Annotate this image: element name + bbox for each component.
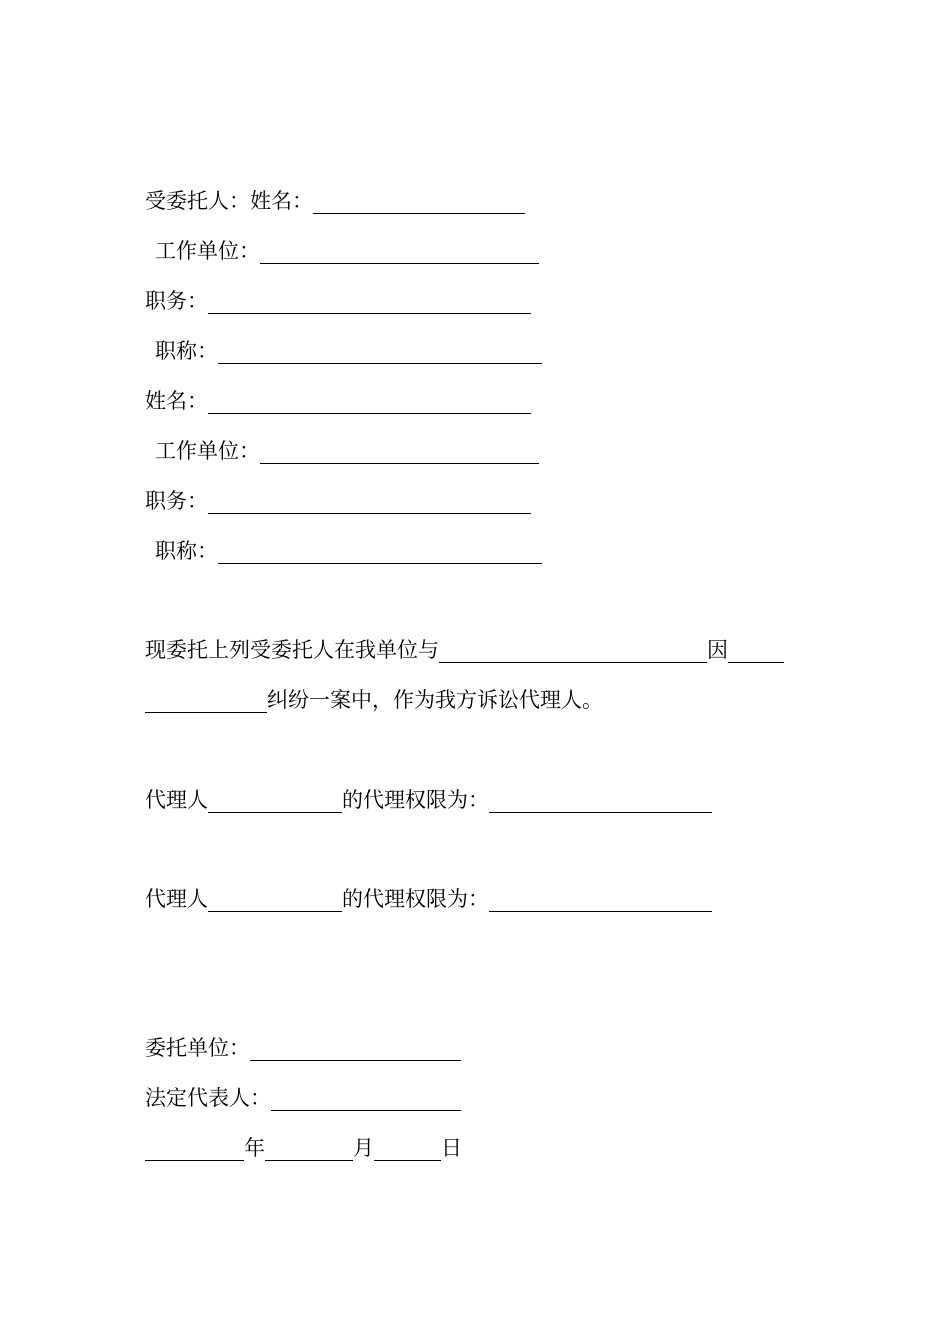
delegate1-title-label: 职称：	[155, 339, 218, 363]
statement-line-1	[145, 635, 784, 665]
agent1-authority-field[interactable]	[489, 788, 712, 813]
statement-part1: 现委托上列受委托人在我单位与	[145, 638, 439, 662]
delegate1-title-row	[155, 336, 542, 366]
delegate1-workplace-label: 工作单位：	[155, 239, 260, 263]
delegate2-name-field[interactable]	[208, 389, 531, 414]
statement-line-2	[145, 685, 603, 715]
agent1-prefix: 代理人	[145, 788, 208, 812]
delegate1-workplace-row	[155, 236, 539, 266]
agent1-name-field[interactable]	[208, 788, 342, 813]
delegate2-position-row	[145, 486, 531, 516]
opponent-field[interactable]	[439, 638, 707, 663]
agent2-authority-field[interactable]	[489, 887, 712, 912]
dispute-reason-field-end[interactable]	[145, 688, 267, 713]
delegate2-workplace-field[interactable]	[260, 439, 539, 464]
delegate2-title-label: 职称：	[155, 539, 218, 563]
agent2-suffix: 的代理权限为：	[342, 887, 489, 911]
delegate2-name-row	[145, 386, 531, 416]
legal-representative-label: 法定代表人：	[145, 1086, 271, 1110]
day-label: 日	[441, 1136, 462, 1160]
entrusting-unit-label: 委托单位：	[145, 1036, 250, 1060]
delegate2-title-field[interactable]	[218, 539, 542, 564]
month-label: 月	[353, 1136, 374, 1160]
delegate-label: 受委托人：	[145, 189, 250, 213]
delegate1-workplace-field[interactable]	[260, 239, 539, 264]
agent2-authority-row	[145, 884, 712, 914]
day-field[interactable]	[374, 1136, 441, 1161]
delegate1-title-field[interactable]	[218, 339, 542, 364]
delegate1-name-label: 姓名：	[250, 189, 313, 213]
delegate1-position-label: 职务：	[145, 289, 208, 313]
legal-representative-row	[145, 1083, 461, 1113]
delegate1-position-field[interactable]	[208, 289, 531, 314]
delegate1-position-row	[145, 286, 531, 316]
entrusting-unit-row	[145, 1033, 461, 1063]
delegate2-position-field[interactable]	[208, 489, 531, 514]
agent2-name-field[interactable]	[208, 887, 342, 912]
delegate2-position-label: 职务：	[145, 489, 208, 513]
month-field[interactable]	[265, 1136, 353, 1161]
delegate2-workplace-label: 工作单位：	[155, 439, 260, 463]
date-row	[145, 1133, 462, 1163]
entrusting-unit-field[interactable]	[250, 1036, 461, 1061]
dispute-reason-field-start[interactable]	[728, 638, 784, 663]
delegate1-name-row	[145, 186, 525, 216]
delegate2-workplace-row	[155, 436, 539, 466]
agent1-suffix: 的代理权限为：	[342, 788, 489, 812]
legal-representative-field[interactable]	[271, 1086, 461, 1111]
statement-part2: 因	[707, 638, 728, 662]
year-label: 年	[244, 1136, 265, 1160]
agent2-prefix: 代理人	[145, 887, 208, 911]
year-field[interactable]	[145, 1136, 244, 1161]
delegate1-name-field[interactable]	[313, 189, 525, 214]
delegate2-name-label: 姓名：	[145, 389, 208, 413]
statement-part3: 纠纷一案中，作为我方诉讼代理人。	[267, 688, 603, 712]
delegate2-title-row	[155, 536, 542, 566]
agent1-authority-row	[145, 785, 712, 815]
